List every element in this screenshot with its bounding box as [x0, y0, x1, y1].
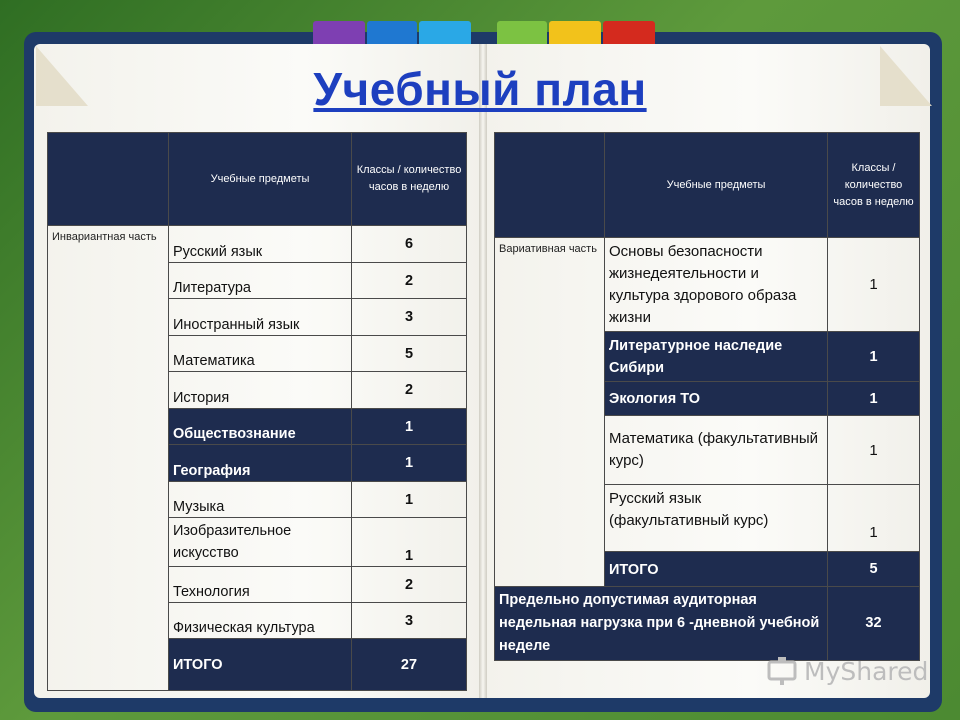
part-label-variative: Вариативная часть	[495, 238, 605, 587]
hours-cell: 1	[828, 238, 920, 332]
subject-cell: Технология	[169, 567, 352, 603]
tab-red	[603, 21, 655, 45]
total-value: 5	[828, 552, 920, 587]
subject-cell: Основы безопасности жизнедеятельности и культура здорового образа жизни	[605, 238, 828, 332]
hours-cell: 2	[352, 263, 467, 299]
subject-cell: Математика (факультативный курс)	[605, 416, 828, 485]
hours-cell: 1	[828, 382, 920, 416]
subject-cell: Музыка	[169, 482, 352, 518]
hours-cell: 5	[352, 336, 467, 372]
tab-blue	[367, 21, 417, 45]
hours-cell: 6	[352, 226, 467, 263]
load-limit-value: 32	[828, 587, 920, 661]
tab-yellow	[549, 21, 601, 45]
tab-purple	[313, 21, 365, 45]
subject-cell: Русский язык	[169, 226, 352, 263]
subject-cell: Литературное наследие Сибири	[605, 332, 828, 382]
total-label: ИТОГО	[605, 552, 828, 587]
hours-cell: 1	[352, 445, 467, 482]
header-hours: Классы / количество часов в неделю	[828, 133, 920, 238]
tab-gap	[473, 21, 495, 45]
watermark-text: MyShared	[804, 656, 929, 686]
hours-cell: 1	[828, 485, 920, 552]
hours-cell: 3	[352, 299, 467, 336]
header-subjects: Учебные предметы	[605, 133, 828, 238]
subject-cell: Литература	[169, 263, 352, 299]
presentation-icon	[766, 656, 798, 686]
invariant-table	[47, 132, 467, 691]
hours-cell: 1	[352, 409, 467, 445]
subject-cell: География	[169, 445, 352, 482]
watermark	[766, 656, 928, 686]
subject-cell: Обществознание	[169, 409, 352, 445]
subject-cell: История	[169, 372, 352, 409]
hours-cell: 1	[828, 416, 920, 485]
subject-cell: Русский язык (факультативный курс)	[605, 485, 828, 552]
hours-cell: 3	[352, 603, 467, 639]
total-label: ИТОГО	[169, 639, 352, 691]
hours-cell: 1	[352, 518, 467, 567]
subject-cell: Иностранный язык	[169, 299, 352, 336]
header-subjects: Учебные предметы	[169, 133, 352, 226]
header-hours: Классы / количество часов в неделю	[352, 133, 467, 226]
tab-green	[497, 21, 547, 45]
subject-cell: Изобразительное искусство	[169, 518, 352, 567]
tab-cyan	[419, 21, 471, 45]
subject-cell: Математика	[169, 336, 352, 372]
hours-cell: 2	[352, 372, 467, 409]
book-spine	[479, 44, 487, 698]
total-value: 27	[352, 639, 467, 691]
color-tabs	[313, 21, 655, 45]
subject-cell: Физическая культура	[169, 603, 352, 639]
subject-cell: Экология ТО	[605, 382, 828, 416]
part-label-invariant: Инвариантная часть	[48, 226, 169, 691]
variative-table	[494, 132, 920, 661]
hours-cell: 2	[352, 567, 467, 603]
header-empty	[495, 133, 605, 238]
page-title: Учебный план	[313, 63, 647, 115]
hours-cell: 1	[828, 332, 920, 382]
hours-cell: 1	[352, 482, 467, 518]
header-empty	[48, 133, 169, 226]
load-limit-label: Предельно допустимая аудиторная недельная нагрузка при 6 -дневной учебной неделе	[495, 587, 828, 661]
